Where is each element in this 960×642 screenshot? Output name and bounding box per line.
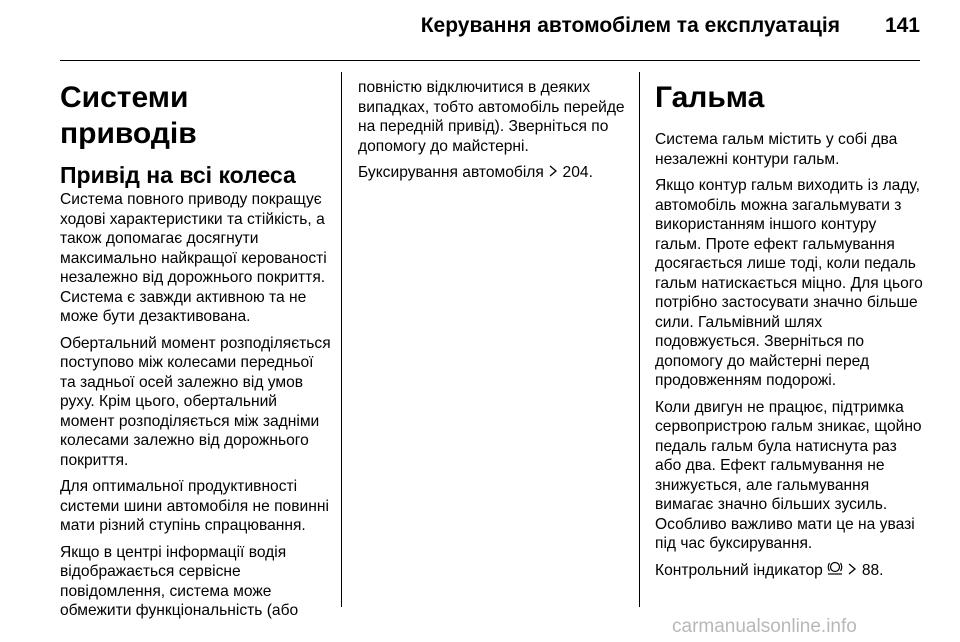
column-2 bbox=[358, 64, 628, 190]
watermark: carmanualsonline.info bbox=[672, 616, 857, 637]
page-number: 141 bbox=[884, 14, 920, 37]
subsection-title-awd: Привід на всі колеса bbox=[60, 162, 296, 188]
page-header bbox=[0, 14, 920, 50]
column-divider-1 bbox=[341, 72, 342, 607]
page-ref-arrow-icon bbox=[548, 164, 558, 181]
paragraph: Якщо в центрі інформації водія відображається сервісне повідомлення, система може обмежити функціональність (або bbox=[60, 543, 299, 619]
indicator-ref-page[interactable]: 88. bbox=[861, 561, 884, 579]
indicator-ref-text: Контрольний індикатор bbox=[655, 561, 823, 579]
paragraph: Для оптимальної продуктивності системи шини автомобіля не повинні мати різний ступінь спрацювання. bbox=[60, 478, 329, 534]
column-3 bbox=[655, 64, 925, 587]
paragraph: Якщо контур гальм виходить із ладу, автомобіль можна загальмувати з використанням іншого контуру гальм. Проте ефект гальмування досягається лише тоді, коли педаль гальм натискається міцно. Для цього потрібно застосувати значно більше сили. Гальмівний шлях подовжується. Зверніться по допомогу до майстерні перед продовженням подорожі. bbox=[655, 177, 923, 389]
paragraph-indicator-ref bbox=[655, 561, 925, 581]
brake-indicator-icon bbox=[827, 562, 843, 579]
paragraph-towing-ref bbox=[358, 163, 628, 183]
page-ref-arrow-icon bbox=[847, 562, 857, 579]
section-title-brakes: Гальма bbox=[655, 81, 765, 114]
paragraph: Коли двигун не працює, підтримка сервопристрою гальм зникає, щойно педаль гальм була натиснута раз або два. Ефект гальмування не знижується, але гальмування вимагає значно більших зусиль. Особливо важливо мати це на увазі під час буксирування. bbox=[655, 398, 922, 552]
paragraph: повністю відключитися в деяких випадках, тобто автомобіль перейде на передній привід). Зверніться по допомогу до майстерні. bbox=[358, 79, 625, 155]
towing-ref-text: Буксирування автомобіля bbox=[358, 164, 544, 181]
paragraph: Обертальний момент розподіляється поступово між колесами передньої та задньої осей залежно від умов руху. Крім цього, обертальний момент розподіляється між задніми колесами залежно від дорожнього покриття. bbox=[60, 334, 331, 469]
section-title-drive-systems: Системи приводів bbox=[60, 81, 197, 150]
column-1 bbox=[60, 64, 332, 628]
paragraph: Система повного приводу покращує ходові характеристики та стійкість, а також допомагає досягнути максимально найкращої керованості незалежно від дорожнього покриття. Система є завжди активною та не може бути дезактивована. bbox=[60, 191, 327, 325]
towing-ref-page[interactable]: 204. bbox=[562, 164, 593, 181]
column-divider-2 bbox=[639, 72, 640, 607]
paragraph: Система гальм містить у собі два незалежні контури гальм. bbox=[655, 131, 898, 168]
header-divider bbox=[60, 60, 920, 61]
header-title: Керування автомобілем та експлуатація bbox=[420, 14, 840, 37]
